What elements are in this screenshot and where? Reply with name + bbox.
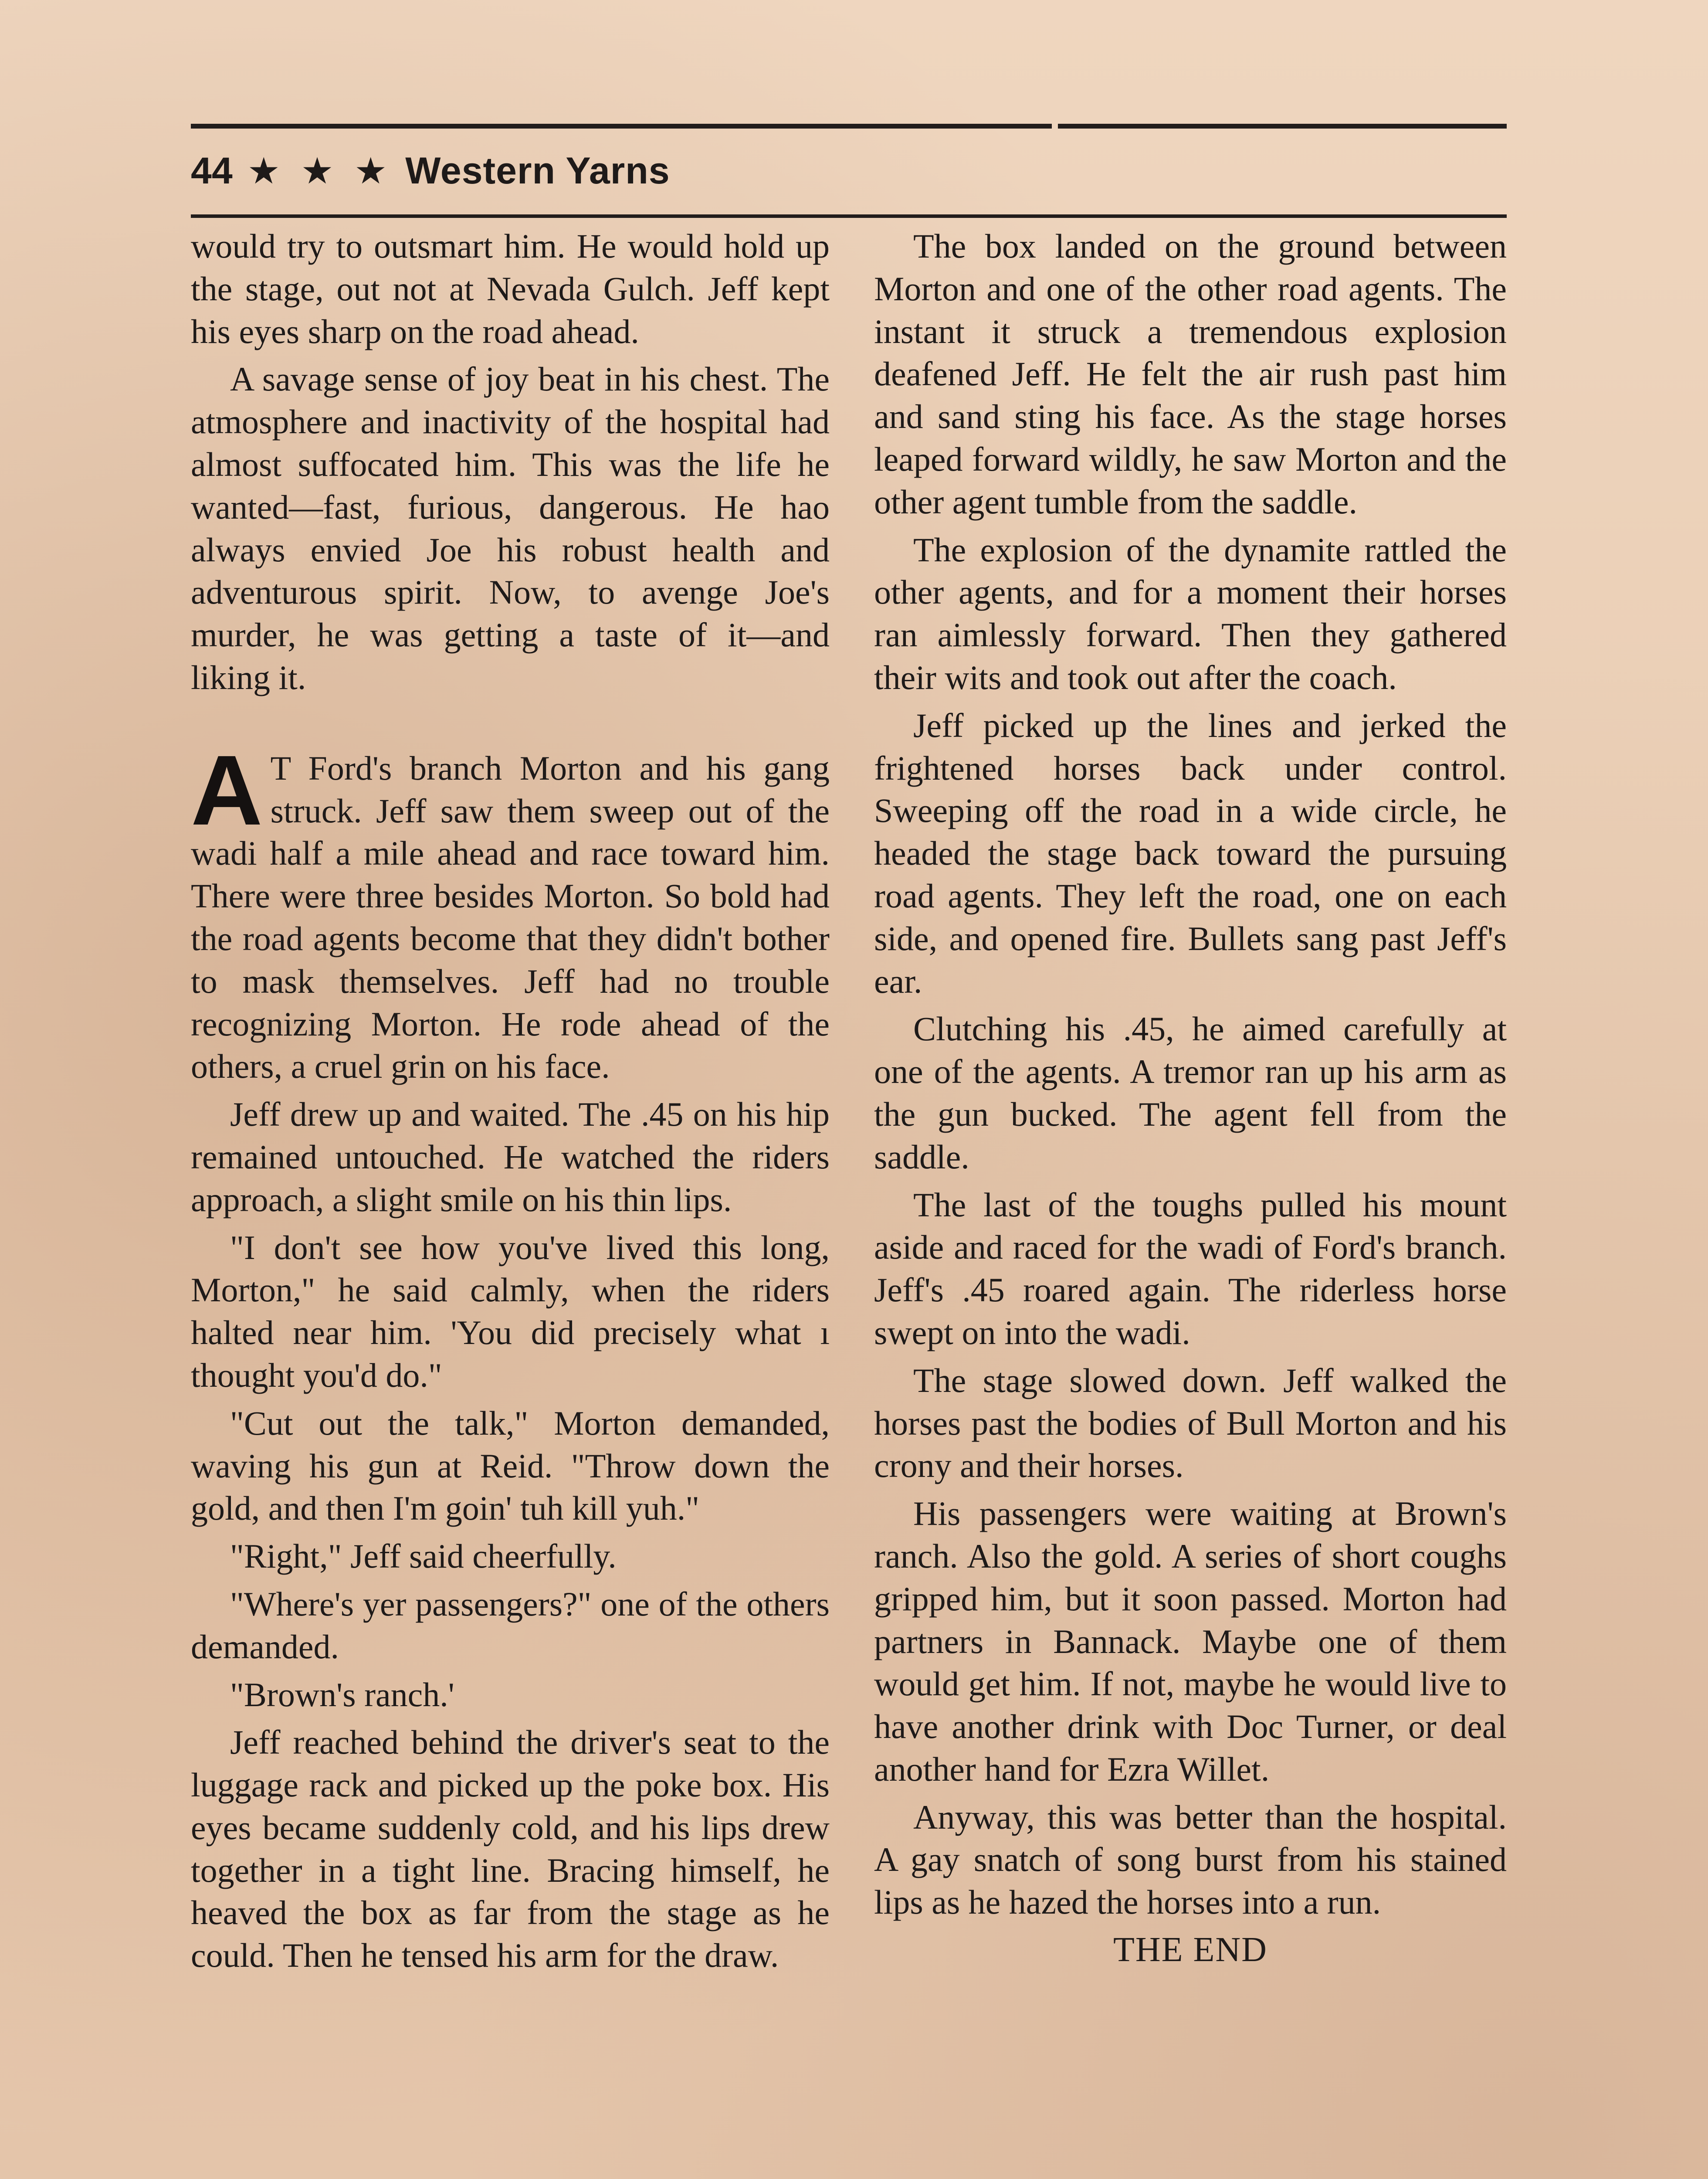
paragraph: The stage slowed down. Jeff walked the horses past the bodies of Bull Morton and his crony and their horses. — [874, 1361, 1507, 1485]
paragraph: The box landed on the ground between Morton and one of the other road agents. The instant it struck a tremendous explosion deafened Jeff. He felt the air rush past him and sand sting his face. As the stage horses leaped forward wildly, he saw Morton and the other agent tumble from the saddle. — [874, 227, 1507, 521]
left-column — [191, 225, 830, 1982]
header-rule-bottom — [191, 214, 1507, 218]
paragraph: "Where's yer passengers?" one of the others demanded. — [191, 1585, 830, 1666]
header-rule-left — [191, 124, 1052, 129]
header-rule-right — [1058, 124, 1507, 129]
drop-cap: A — [191, 735, 263, 846]
running-header — [191, 140, 670, 201]
paragraph-text: T Ford's branch Morton and his gang struck. Jeff saw them sweep out of the wadi half a mile ahead and race toward him. There were three besides Morton. So bold had the road agents become that they didn't bother to mask themselves. Jeff had no trouble recognizing Morton. He rode ahead of the others, a cruel grin on his face. — [191, 749, 830, 1086]
paragraph: The explosion of the dynamite rattled the other agents, and for a moment their horses ran aimlessly forward. Then they gathered their wits and took out after the coach. — [874, 530, 1507, 696]
paragraph: Jeff picked up the lines and jerked the frightened horses back under control. Sweeping off the road in a wide circle, he headed the stage back toward the pursuing road agents. They left the road, one on each side, and opened fire. Bullets sang past Jeff's ear. — [874, 706, 1507, 1000]
paragraph: Jeff drew up and waited. The .45 on his hip remained untouched. He watched the riders approach, a slight smile on his thin lips. — [191, 1095, 830, 1218]
paragraph-dropcap — [191, 735, 830, 1088]
paragraph: The last of the toughs pulled his mount aside and raced for the wadi of Ford's branch. Jeff's .45 roared again. The riderless horse swept on into the wadi. — [874, 1185, 1507, 1351]
paragraph: "I don't see how you've lived this long, Morton," he said calmly, when the riders halted near him. 'You did precisely what ı thought you'd do." — [191, 1228, 830, 1394]
paragraph: "Right," Jeff said cheerfully. — [230, 1537, 617, 1575]
paragraph: would try to outsmart him. He would hold up the stage, out not at Nevada Gulch. Jeff kept his eyes sharp on the road ahead. — [191, 227, 830, 350]
the-end-label: THE END — [1113, 1931, 1267, 1969]
paragraph: His passengers were waiting at Brown's ranch. Also the gold. A series of short coughs gripped him, but it soon passed. Morton had partners in Bannack. Maybe one of them would get him. If not, maybe he would live to have another drink with Doc Turner, or deal another hand for Ezra Willet. — [874, 1494, 1507, 1788]
paragraph: A savage sense of joy beat in his chest. The atmosphere and inactivity of the hospital had almost suffocated him. This was the life he wanted—fast, furious, dangerous. He hao always envied Joe his robust health and adventurous spirit. Now, to avenge Joe's murder, he was getting a taste of it—and liking it. — [191, 360, 830, 696]
paragraph: "Brown's ranch.' — [230, 1675, 454, 1714]
star-ornament-icon: ★ ★ ★ — [247, 150, 393, 191]
magazine-title: Western Yarns — [405, 149, 670, 192]
section-break — [191, 704, 830, 747]
paragraph: Anyway, this was better than the hospital. A gay snatch of song burst from his stained lips as he hazed the horses into a run. — [874, 1798, 1507, 1921]
paragraph: "Cut out the talk," Morton demanded, waving his gun at Reid. "Throw down the gold, and then I'm goin' tuh kill yuh." — [191, 1404, 830, 1527]
page-number: 44 — [191, 149, 233, 192]
paragraph: Clutching his .45, he aimed carefully at one of the agents. A tremor ran up his arm as the gun bucked. The agent fell from the saddle. — [874, 1010, 1507, 1176]
paragraph: Jeff reached behind the driver's seat to the luggage rack and picked up the poke box. His eyes became suddenly cold, and his lips drew together in a tight line. Bracing himself, he heaved the box as far from the stage as he could. Then he tensed his arm for the draw. — [191, 1723, 830, 1975]
right-column — [874, 225, 1507, 1972]
